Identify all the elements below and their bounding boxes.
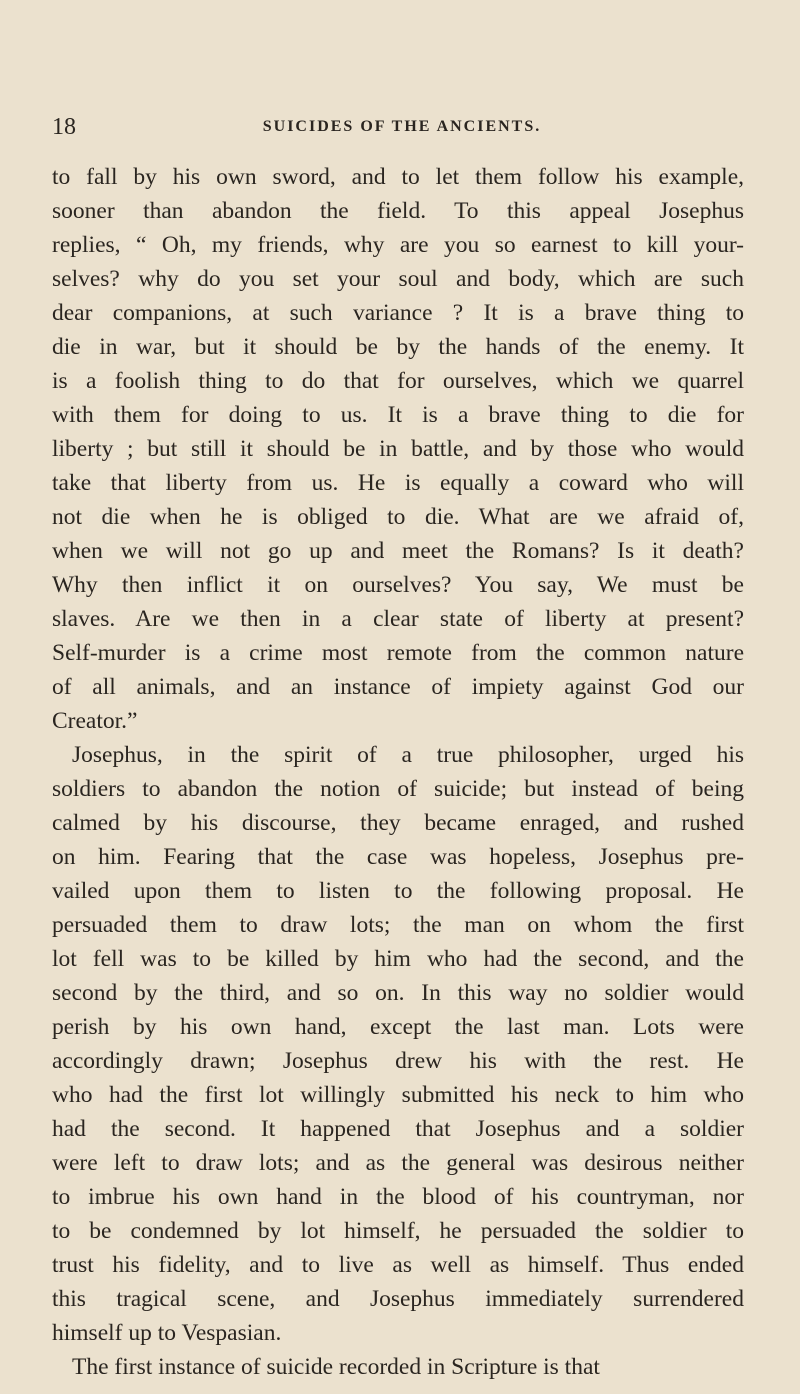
- text-line: persuaded them to draw lots; the man on whom the first: [52, 912, 744, 938]
- text-line: Self-murder is a crime most remote from the common nature: [52, 640, 744, 666]
- text-line: selves? why do you set your soul and body, which are such: [52, 266, 744, 292]
- text-line: of all animals, and an instance of impiety against God our: [52, 674, 744, 700]
- text-line: liberty ; but still it should be in battle, and by those who would: [52, 436, 744, 462]
- page-header: [52, 114, 744, 144]
- text-line: Why then inflict it on ourselves? You say, We must be: [52, 572, 744, 598]
- text-line: perish by his own hand, except the last man. Lots were: [52, 1014, 744, 1040]
- text-line: second by the third, and so on. In this way no soldier would: [52, 980, 744, 1006]
- text-line: is a foolish thing to do that for ourselves, which we quarrel: [52, 368, 744, 394]
- text-line: who had the first lot willingly submitted his neck to him who: [52, 1082, 744, 1108]
- text-line: The first instance of suicide recorded in Scripture is that: [72, 1354, 600, 1380]
- text-line: to fall by his own sword, and to let them follow his example,: [52, 164, 744, 190]
- text-line: when we will not go up and meet the Romans? Is it death?: [52, 538, 744, 564]
- text-line: accordingly drawn; Josephus drew his with the rest. He: [52, 1048, 744, 1074]
- text-line: on him. Fearing that the case was hopeless, Josephus pre-: [52, 844, 744, 870]
- text-line: this tragical scene, and Josephus immediately surrendered: [52, 1286, 744, 1312]
- text-line: with them for doing to us. It is a brave thing to die for: [52, 402, 744, 428]
- text-line: Josephus, in the spirit of a true philosopher, urged his: [72, 742, 744, 768]
- text-line: calmed by his discourse, they became enraged, and rushed: [52, 810, 744, 836]
- text-line: to imbrue his own hand in the blood of his countryman, nor: [52, 1184, 744, 1210]
- text-line: die in war, but it should be by the hands of the enemy. It: [52, 334, 744, 360]
- text-line: Creator.”: [52, 708, 138, 734]
- text-line: replies, “ Oh, my friends, why are you so earnest to kill your-: [52, 232, 744, 258]
- text-line: to be condemned by lot himself, he persuaded the soldier to: [52, 1218, 744, 1244]
- text-line: sooner than abandon the field. To this appeal Josephus: [52, 198, 744, 224]
- text-line: soldiers to abandon the notion of suicide; but instead of being: [52, 776, 744, 802]
- page-number: 18: [52, 114, 76, 140]
- text-line: were left to draw lots; and as the general was desirous neither: [52, 1150, 744, 1176]
- text-line: had the second. It happened that Josephus and a soldier: [52, 1116, 744, 1142]
- text-line: himself up to Vespasian.: [52, 1320, 282, 1346]
- text-line: lot fell was to be killed by him who had the second, and the: [52, 946, 744, 972]
- text-line: trust his fidelity, and to live as well as himself. Thus ended: [52, 1252, 744, 1278]
- page-body: [52, 160, 744, 1384]
- text-line: take that liberty from us. He is equally a coward who will: [52, 470, 744, 496]
- text-line: vailed upon them to listen to the following proposal. He: [52, 878, 744, 904]
- running-title: SUICIDES OF THE ANCIENTS.: [262, 118, 542, 135]
- text-line: dear companions, at such variance ? It is a brave thing to: [52, 300, 744, 326]
- text-line: slaves. Are we then in a clear state of liberty at present?: [52, 606, 744, 632]
- text-line: not die when he is obliged to die. What are we afraid of,: [52, 504, 744, 530]
